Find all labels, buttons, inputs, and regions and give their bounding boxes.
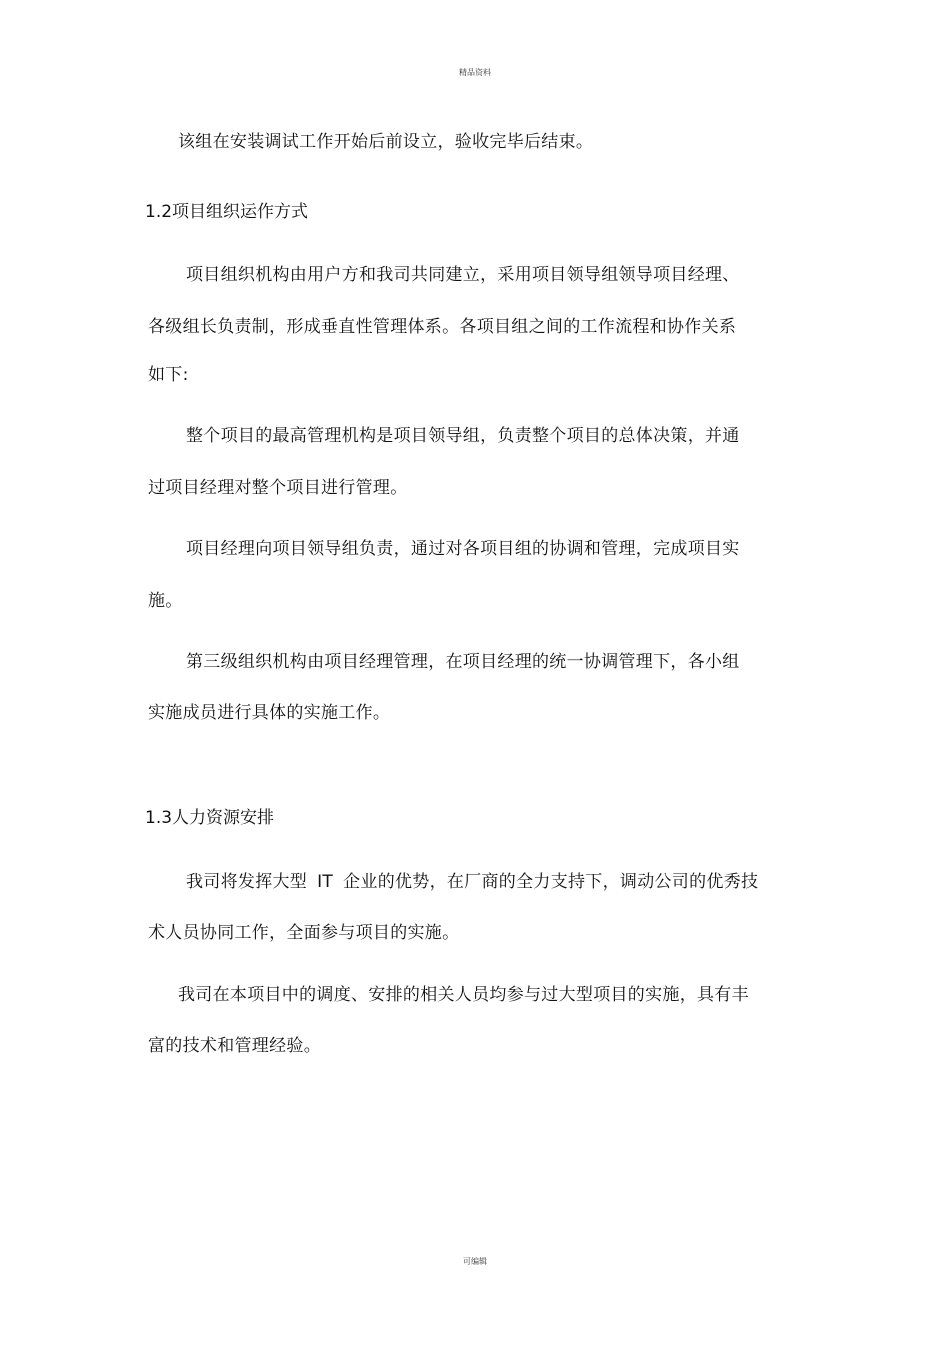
paragraph-1-line-3: 如下: [148, 365, 189, 385]
section-heading-1-2: 1.2项目组织运作方式 [145, 202, 309, 222]
section-heading-1-3: 1.3人力资源安排 [145, 808, 275, 828]
paragraph-3-line-1: 项目经理向项目领导组负责，通过对各项目组的协调和管理，完成项目实 [186, 539, 740, 559]
paragraph-5-line-2: 术人员协同工作，全面参与项目的实施。 [148, 923, 460, 943]
paragraph-2-line-2: 过项目经理对整个项目进行管理。 [148, 478, 408, 498]
paragraph-4-line-1: 第三级组织机构由项目经理管理，在项目经理的统一协调管理下，各小组 [186, 652, 740, 672]
paragraph-intro-line: 该组在安装调试工作开始后前设立，验收完毕后结束。 [178, 132, 594, 152]
paragraph-5-text-it: IT [317, 872, 334, 892]
paragraph-6-line-1: 我司在本项目中的调度、安排的相关人员均参与过大型项目的实施，具有丰 [178, 985, 749, 1005]
paragraph-1-line-1: 项目组织机构由用户方和我司共同建立，采用项目领导组领导项目经理、 [186, 265, 740, 285]
paragraph-5-text-a: 我司将发挥大型 [186, 872, 308, 892]
paragraph-3-line-2: 施。 [148, 591, 183, 611]
paragraph-2-line-1: 整个项目的最高管理机构是项目领导组，负责整个项目的总体决策，并通 [186, 426, 740, 446]
paragraph-1-line-2: 各级组长负责制，形成垂直性管理体系。各项目组之间的工作流程和协作关系 [148, 317, 737, 337]
page-footer: 可编辑 [463, 1257, 487, 1266]
paragraph-4-line-2: 实施成员进行具体的实施工作。 [148, 703, 391, 723]
paragraph-5-text-c: 企业的优势，在厂商的全力支持下，调动公司的优秀技 [343, 872, 759, 892]
page-header: 精品资料 [459, 68, 491, 77]
paragraph-5-line-1 [186, 871, 758, 893]
paragraph-6-line-2: 富的技术和管理经验。 [148, 1036, 321, 1056]
